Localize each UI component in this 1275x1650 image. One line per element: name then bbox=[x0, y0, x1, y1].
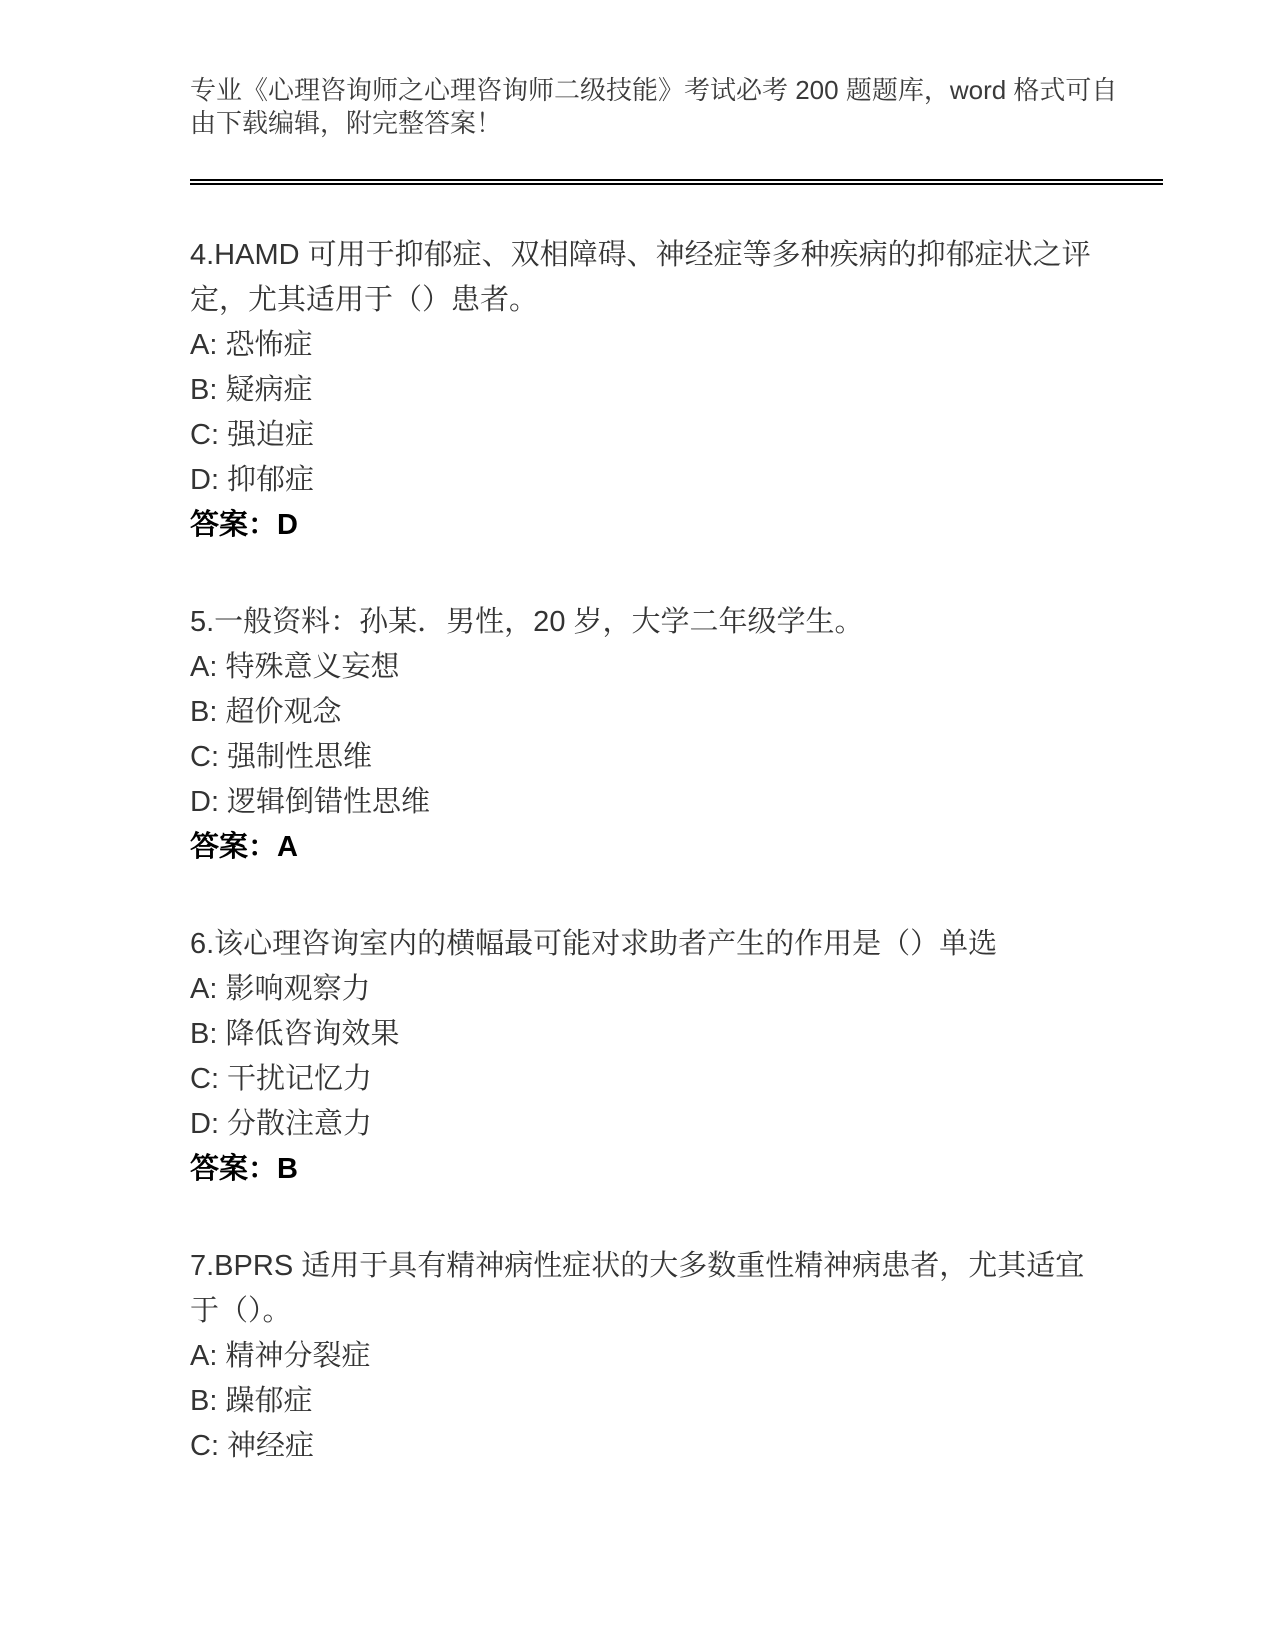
answer-text: 答案：B bbox=[190, 1153, 298, 1185]
option-item: A: 特殊意义妄想 bbox=[190, 651, 400, 683]
option-item: A: 恐怖症 bbox=[190, 329, 313, 361]
option-item: B: 躁郁症 bbox=[190, 1385, 313, 1417]
header-line: 专业《心理咨询师之心理咨询师二级技能》考试必考 200 题题库，word 格式可自 bbox=[190, 75, 1118, 105]
header-line: 由下载编辑，附完整答案！ bbox=[190, 108, 503, 138]
document-page bbox=[190, 0, 1163, 1521]
question-text: 6.该心理咨询室内的横幅最可能对求助者产生的作用是（）单选 bbox=[190, 928, 998, 960]
question-5 bbox=[190, 600, 1163, 870]
option-item: D: 分散注意力 bbox=[190, 1108, 373, 1140]
question-text: 7.BPRS 适用于具有精神病性症状的大多数重性精神病患者，尤其适宜 bbox=[190, 1250, 1085, 1282]
answer-text: 答案：A bbox=[190, 831, 298, 863]
question-6 bbox=[190, 922, 1163, 1192]
answer-text: 答案：D bbox=[190, 509, 298, 541]
option-item: C: 强制性思维 bbox=[190, 741, 373, 773]
option-item: C: 强迫症 bbox=[190, 419, 315, 451]
question-4 bbox=[190, 233, 1163, 548]
question-text: 于（）。 bbox=[190, 1295, 292, 1327]
option-item: B: 疑病症 bbox=[190, 374, 313, 406]
option-item: D: 逻辑倒错性思维 bbox=[190, 786, 431, 818]
question-text: 定，尤其适用于（）患者。 bbox=[190, 284, 539, 316]
option-item: B: 超价观念 bbox=[190, 696, 342, 728]
question-7 bbox=[190, 1244, 1163, 1469]
option-item: C: 干扰记忆力 bbox=[190, 1063, 373, 1095]
header-divider bbox=[190, 179, 1163, 185]
question-text: 5.一般资料：孙某．男性，20 岁，大学二年级学生。 bbox=[190, 606, 864, 638]
option-item: B: 降低咨询效果 bbox=[190, 1018, 400, 1050]
header-note bbox=[190, 74, 1163, 140]
question-text: 4.HAMD 可用于抑郁症、双相障碍、神经症等多种疾病的抑郁症状之评 bbox=[190, 239, 1091, 271]
option-item: A: 影响观察力 bbox=[190, 973, 371, 1005]
option-item: C: 神经症 bbox=[190, 1430, 315, 1462]
question-list bbox=[190, 233, 1163, 1469]
option-item: D: 抑郁症 bbox=[190, 464, 315, 496]
option-item: A: 精神分裂症 bbox=[190, 1340, 371, 1372]
